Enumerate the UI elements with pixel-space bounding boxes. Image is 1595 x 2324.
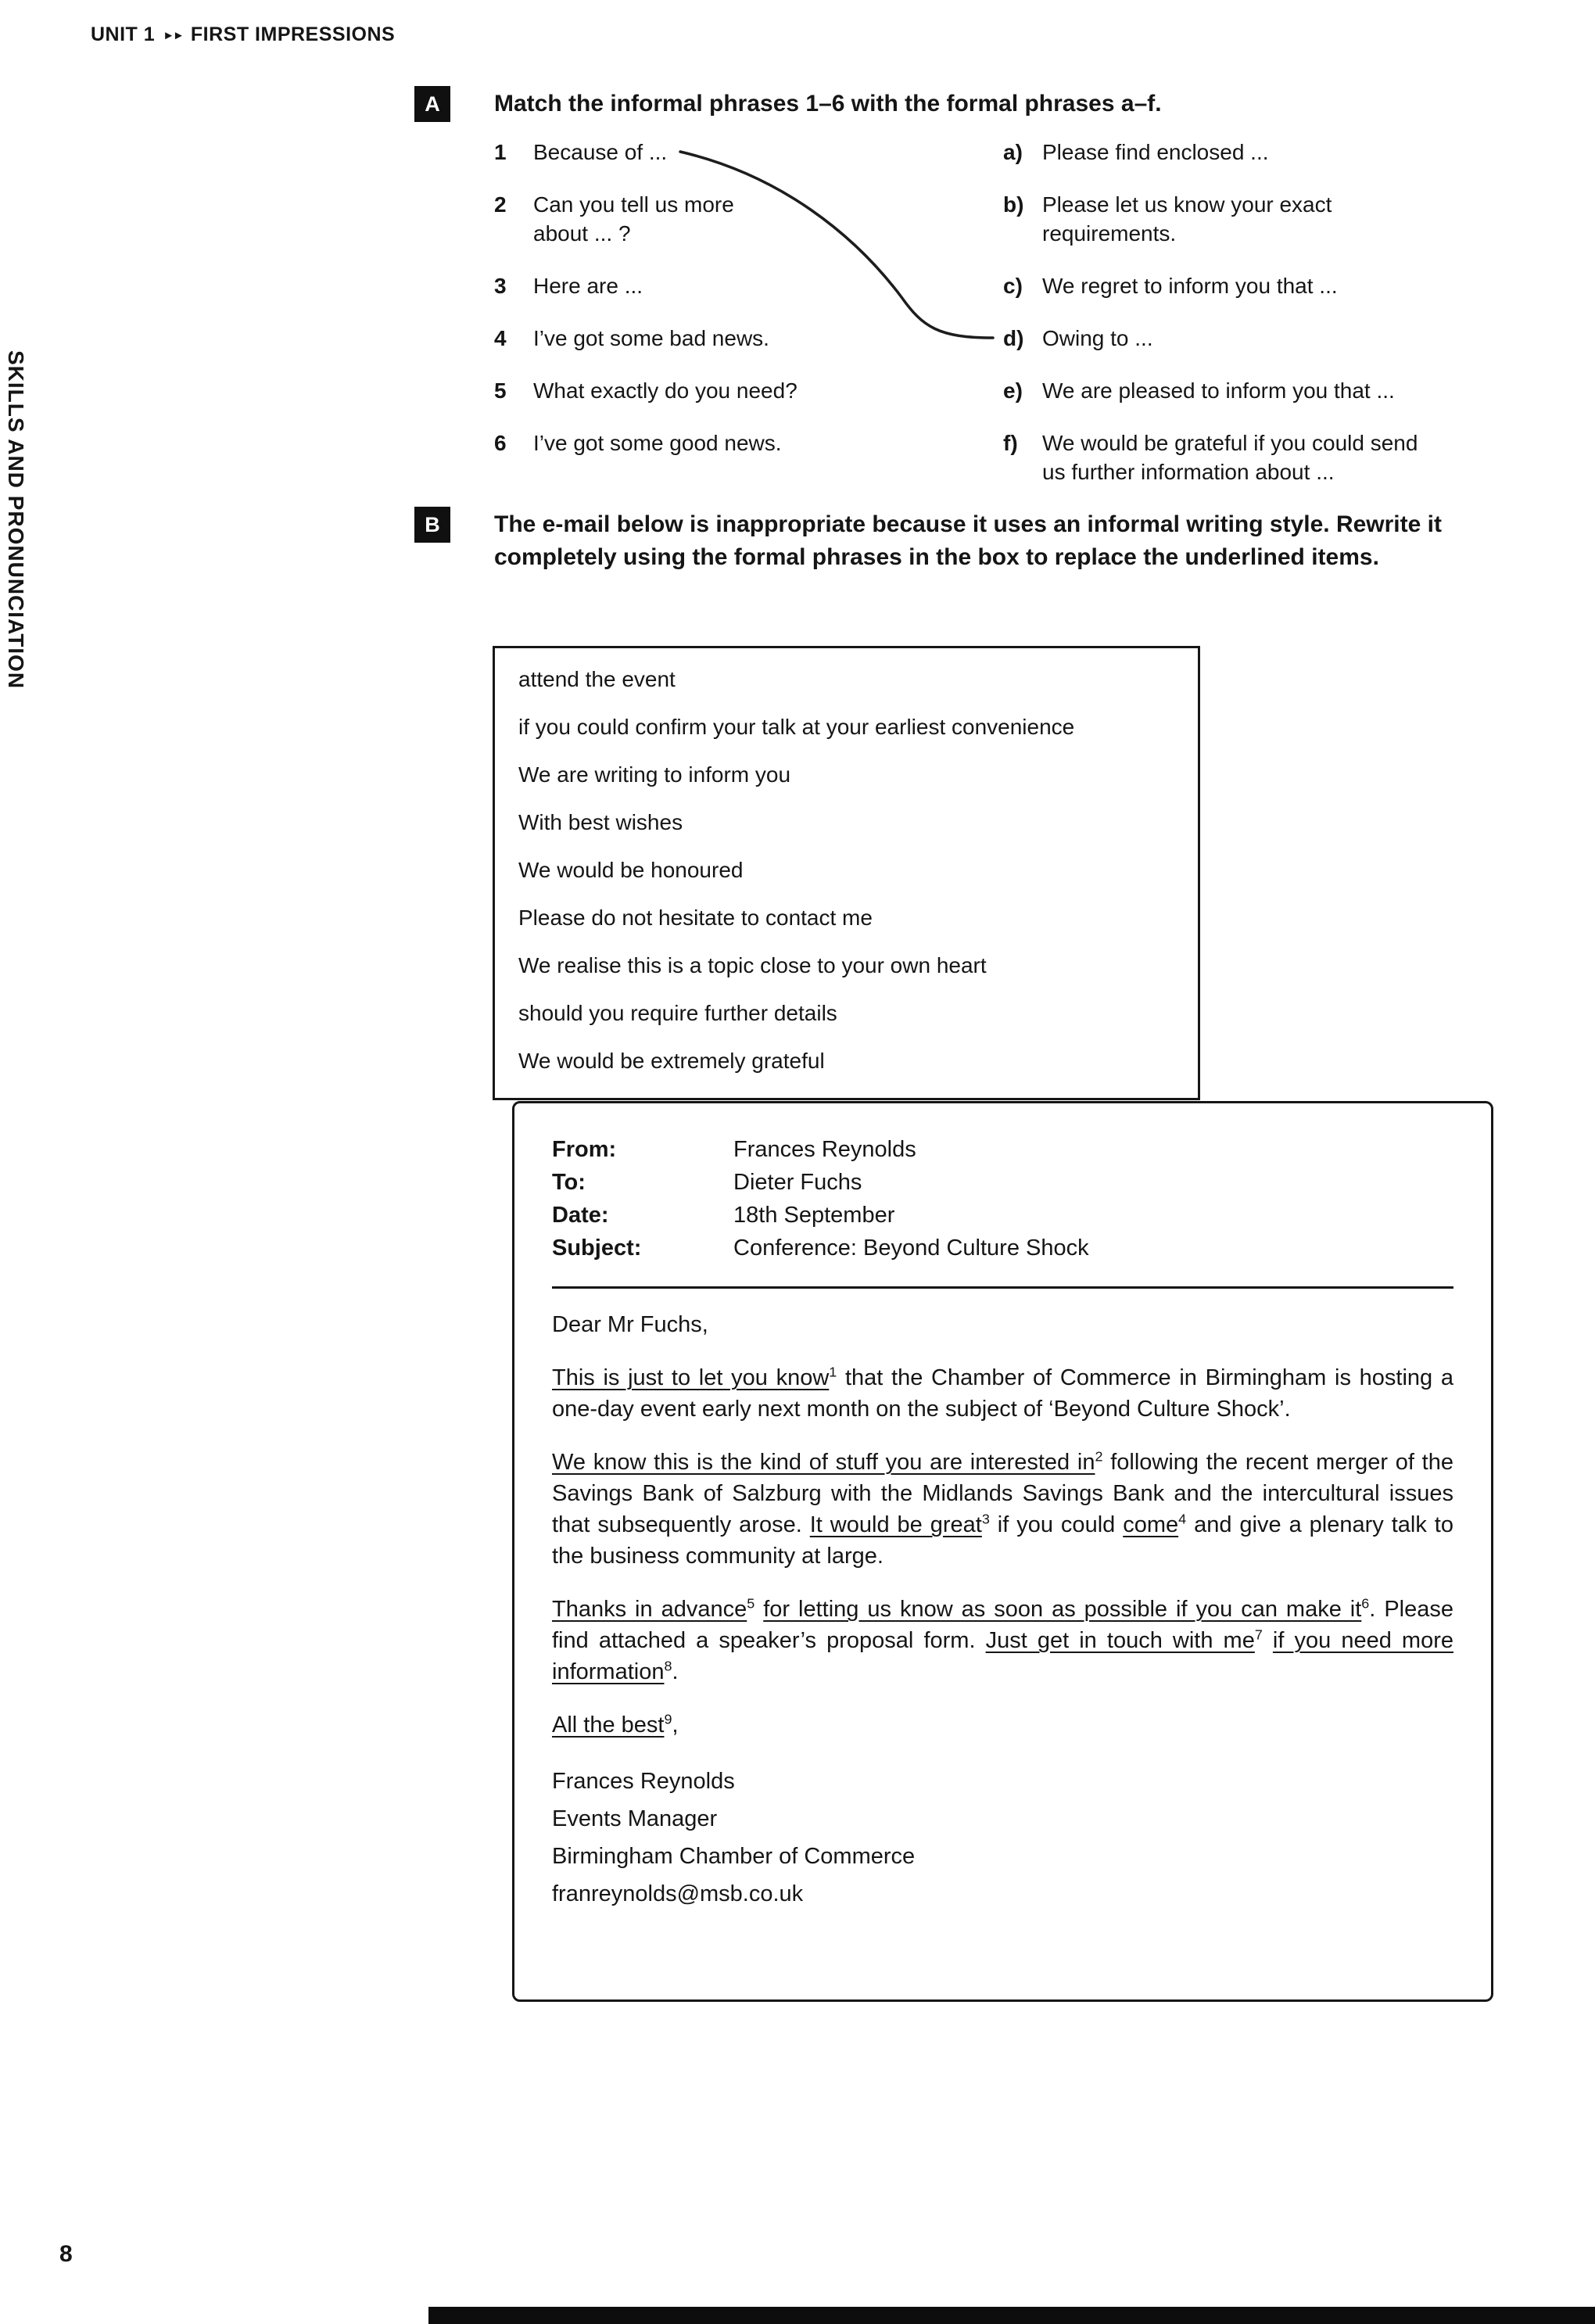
informal-phrase-number: 3 [494, 274, 507, 298]
box-phrase: With best wishes [518, 810, 683, 834]
formal-phrase-text [1042, 138, 1269, 167]
underlined-informal-phrase: Thanks in advance [552, 1597, 747, 1622]
email-text: and give a plenary talk to the business community at large. [552, 1512, 1453, 1569]
signature-email-address: franreynolds@msb.co.uk [552, 1881, 804, 1906]
exercise-b-title: The e-mail below is inappropriate because it uses an informal writing style. Rewrite it completely using the formal phrases in the box to replace the underlined items. [494, 511, 1442, 570]
exercise-a-badge: A [414, 86, 450, 122]
phrase-number-superscript: 4 [1178, 1511, 1187, 1527]
exercise-a-title: Match the informal phrases 1–6 with the formal phrases a–f. [494, 91, 1162, 117]
informal-phrase-text [533, 271, 643, 300]
email-text: . [672, 1659, 679, 1684]
informal-phrase-number: 1 [494, 140, 507, 164]
email-header-divider [552, 1286, 1453, 1289]
informal-phrase-number: 6 [494, 431, 507, 455]
informal-phrase-number: 5 [494, 378, 507, 403]
formal-phrase-letter: b) [1003, 192, 1024, 217]
informal-phrase-number: 2 [494, 192, 507, 217]
informal-phrase-3 [494, 271, 964, 300]
unit-label: UNIT 1 [91, 23, 156, 45]
informal-phrase-2 [494, 190, 964, 248]
section-sidebar-label: SKILLS AND PRONUNCIATION [4, 350, 28, 690]
email-paragraph [552, 1362, 1453, 1425]
email-text [754, 1597, 763, 1622]
email-text [1263, 1628, 1273, 1653]
email-header-label: To: [552, 1170, 586, 1195]
phrase-line: requirements. [1042, 221, 1177, 246]
phrase-line: We regret to inform you that ... [1042, 274, 1338, 298]
email-headers [552, 1133, 1453, 1264]
email-text: that the Chamber of Commerce in Birmingham is hosting a one-day event early next month on the subject of ‘Beyond Culture Shock’. [552, 1365, 1453, 1422]
email-header-label: From: [552, 1137, 617, 1162]
informal-phrase-text [533, 376, 798, 405]
signature-organisation: Birmingham Chamber of Commerce [552, 1844, 916, 1869]
phrase-line: I’ve got some good news. [533, 431, 782, 455]
unit-header [91, 23, 395, 46]
underlined-informal-phrase: if you need more information [552, 1628, 1453, 1684]
underlined-informal-phrase: It would be great [809, 1512, 982, 1537]
email-header-from [552, 1133, 1453, 1166]
formal-phrases-box [493, 646, 1200, 1100]
matching-exercise-grid [494, 138, 1550, 486]
double-arrow-icon: ►► [163, 29, 183, 42]
email-header-value: Frances Reynolds [733, 1137, 916, 1162]
underlined-informal-phrase: We know this is the kind of stuff you are interested in [552, 1450, 1095, 1475]
informal-phrase-text [533, 138, 667, 167]
formal-phrase-letter: d) [1003, 326, 1024, 350]
signature-name: Frances Reynolds [552, 1769, 735, 1794]
email-body [552, 1309, 1453, 1741]
box-phrase: Please do not hesitate to contact me [518, 906, 873, 930]
phrase-number-superscript: 7 [1254, 1626, 1263, 1643]
underlined-informal-phrase: All the best [552, 1713, 665, 1738]
phrase-number-superscript: 5 [747, 1595, 755, 1612]
formal-phrase-d [1003, 324, 1550, 353]
box-phrase: if you could confirm your talk at your earliest convenience [518, 715, 1075, 739]
email-header-subject [552, 1232, 1453, 1264]
informal-phrase-text [533, 324, 769, 353]
email-paragraph [552, 1709, 1453, 1741]
formal-phrase-text [1042, 376, 1395, 405]
email-header-date [552, 1199, 1453, 1232]
informal-phrase-text [533, 190, 734, 248]
phrase-line: Can you tell us more [533, 192, 734, 217]
formal-phrase-c [1003, 271, 1550, 300]
formal-phrase-letter: e) [1003, 378, 1023, 403]
phrase-number-superscript: 9 [664, 1711, 672, 1727]
signature-role: Events Manager [552, 1806, 718, 1831]
formal-phrase-letter: a) [1003, 140, 1023, 164]
formal-phrase-letter: c) [1003, 274, 1023, 298]
phrase-line: What exactly do you need? [533, 378, 798, 403]
exercise-b-badge: B [414, 507, 450, 543]
email-paragraph [552, 1309, 1453, 1340]
phrase-line: Please find enclosed ... [1042, 140, 1269, 164]
phrase-line: We would be grateful if you could send [1042, 431, 1418, 455]
email-header-value: Dieter Fuchs [733, 1170, 862, 1195]
email-header-value: 18th September [733, 1203, 895, 1228]
email-text: Dear Mr Fuchs, [552, 1312, 708, 1337]
phrase-line: I’ve got some bad news. [533, 326, 769, 350]
phrase-line: Please let us know your exact [1042, 192, 1332, 217]
phrase-line: about ... ? [533, 221, 631, 246]
email-paragraph [552, 1447, 1453, 1572]
formal-phrase-letter: f) [1003, 431, 1018, 455]
formal-phrase-b [1003, 190, 1550, 248]
box-phrase: should you require further details [518, 1001, 837, 1025]
underlined-informal-phrase: come [1123, 1512, 1179, 1537]
informal-phrase-5 [494, 376, 964, 405]
formal-phrase-text [1042, 190, 1332, 248]
scan-edge-strip [428, 2307, 1595, 2324]
formal-phrase-text [1042, 271, 1338, 300]
email-signature [552, 1763, 1453, 1913]
phrase-number-superscript: 6 [1361, 1595, 1370, 1612]
formal-phrase-f [1003, 429, 1550, 486]
underlined-informal-phrase: Just get in touch with me [985, 1628, 1255, 1653]
box-phrase: We would be extremely grateful [518, 1049, 825, 1073]
email-header-label: Date: [552, 1203, 609, 1228]
informal-phrase-number: 4 [494, 326, 507, 350]
phrase-number-superscript: 3 [981, 1511, 990, 1527]
formal-phrase-text [1042, 429, 1418, 486]
email-header-to [552, 1166, 1453, 1199]
phrase-number-superscript: 2 [1095, 1448, 1103, 1465]
formal-phrase-e [1003, 376, 1550, 405]
phrase-line: Owing to ... [1042, 326, 1153, 350]
unit-title: FIRST IMPRESSIONS [190, 23, 396, 45]
email-message-box [512, 1101, 1493, 2002]
email-text: . Please find attached a speaker’s proposal form. [552, 1597, 1453, 1653]
phrase-line: Here are ... [533, 274, 643, 298]
formal-phrase-a [1003, 138, 1550, 167]
email-text: following the recent merger of the Savings Bank of Salzburg with the Midlands Savings Bank and the intercultural issues that subsequently arose. [552, 1450, 1453, 1537]
email-text: , [672, 1713, 679, 1738]
informal-phrase-1 [494, 138, 964, 167]
informal-phrase-text [533, 429, 782, 457]
box-phrase: attend the event [518, 667, 676, 691]
email-paragraph [552, 1594, 1453, 1687]
box-phrase: We would be honoured [518, 858, 744, 882]
email-header-label: Subject: [552, 1236, 642, 1261]
box-phrase: We are writing to inform you [518, 762, 791, 787]
phrase-number-superscript: 8 [664, 1658, 672, 1674]
informal-phrase-4 [494, 324, 964, 353]
formal-phrase-text [1042, 324, 1153, 353]
phrase-line: us further information about ... [1042, 460, 1335, 484]
page-number: 8 [59, 2241, 73, 2267]
email-text: if you could [989, 1512, 1124, 1537]
informal-phrase-6 [494, 429, 964, 486]
underlined-informal-phrase: for letting us know as soon as possible if you can make it [763, 1597, 1362, 1622]
phrase-number-superscript: 1 [829, 1364, 837, 1380]
phrase-line: We are pleased to inform you that ... [1042, 378, 1395, 403]
underlined-informal-phrase: This is just to let you know [552, 1365, 830, 1390]
email-header-value: Conference: Beyond Culture Shock [733, 1236, 1089, 1261]
phrase-line: Because of ... [533, 140, 668, 164]
box-phrase: We realise this is a topic close to your own heart [518, 953, 987, 977]
